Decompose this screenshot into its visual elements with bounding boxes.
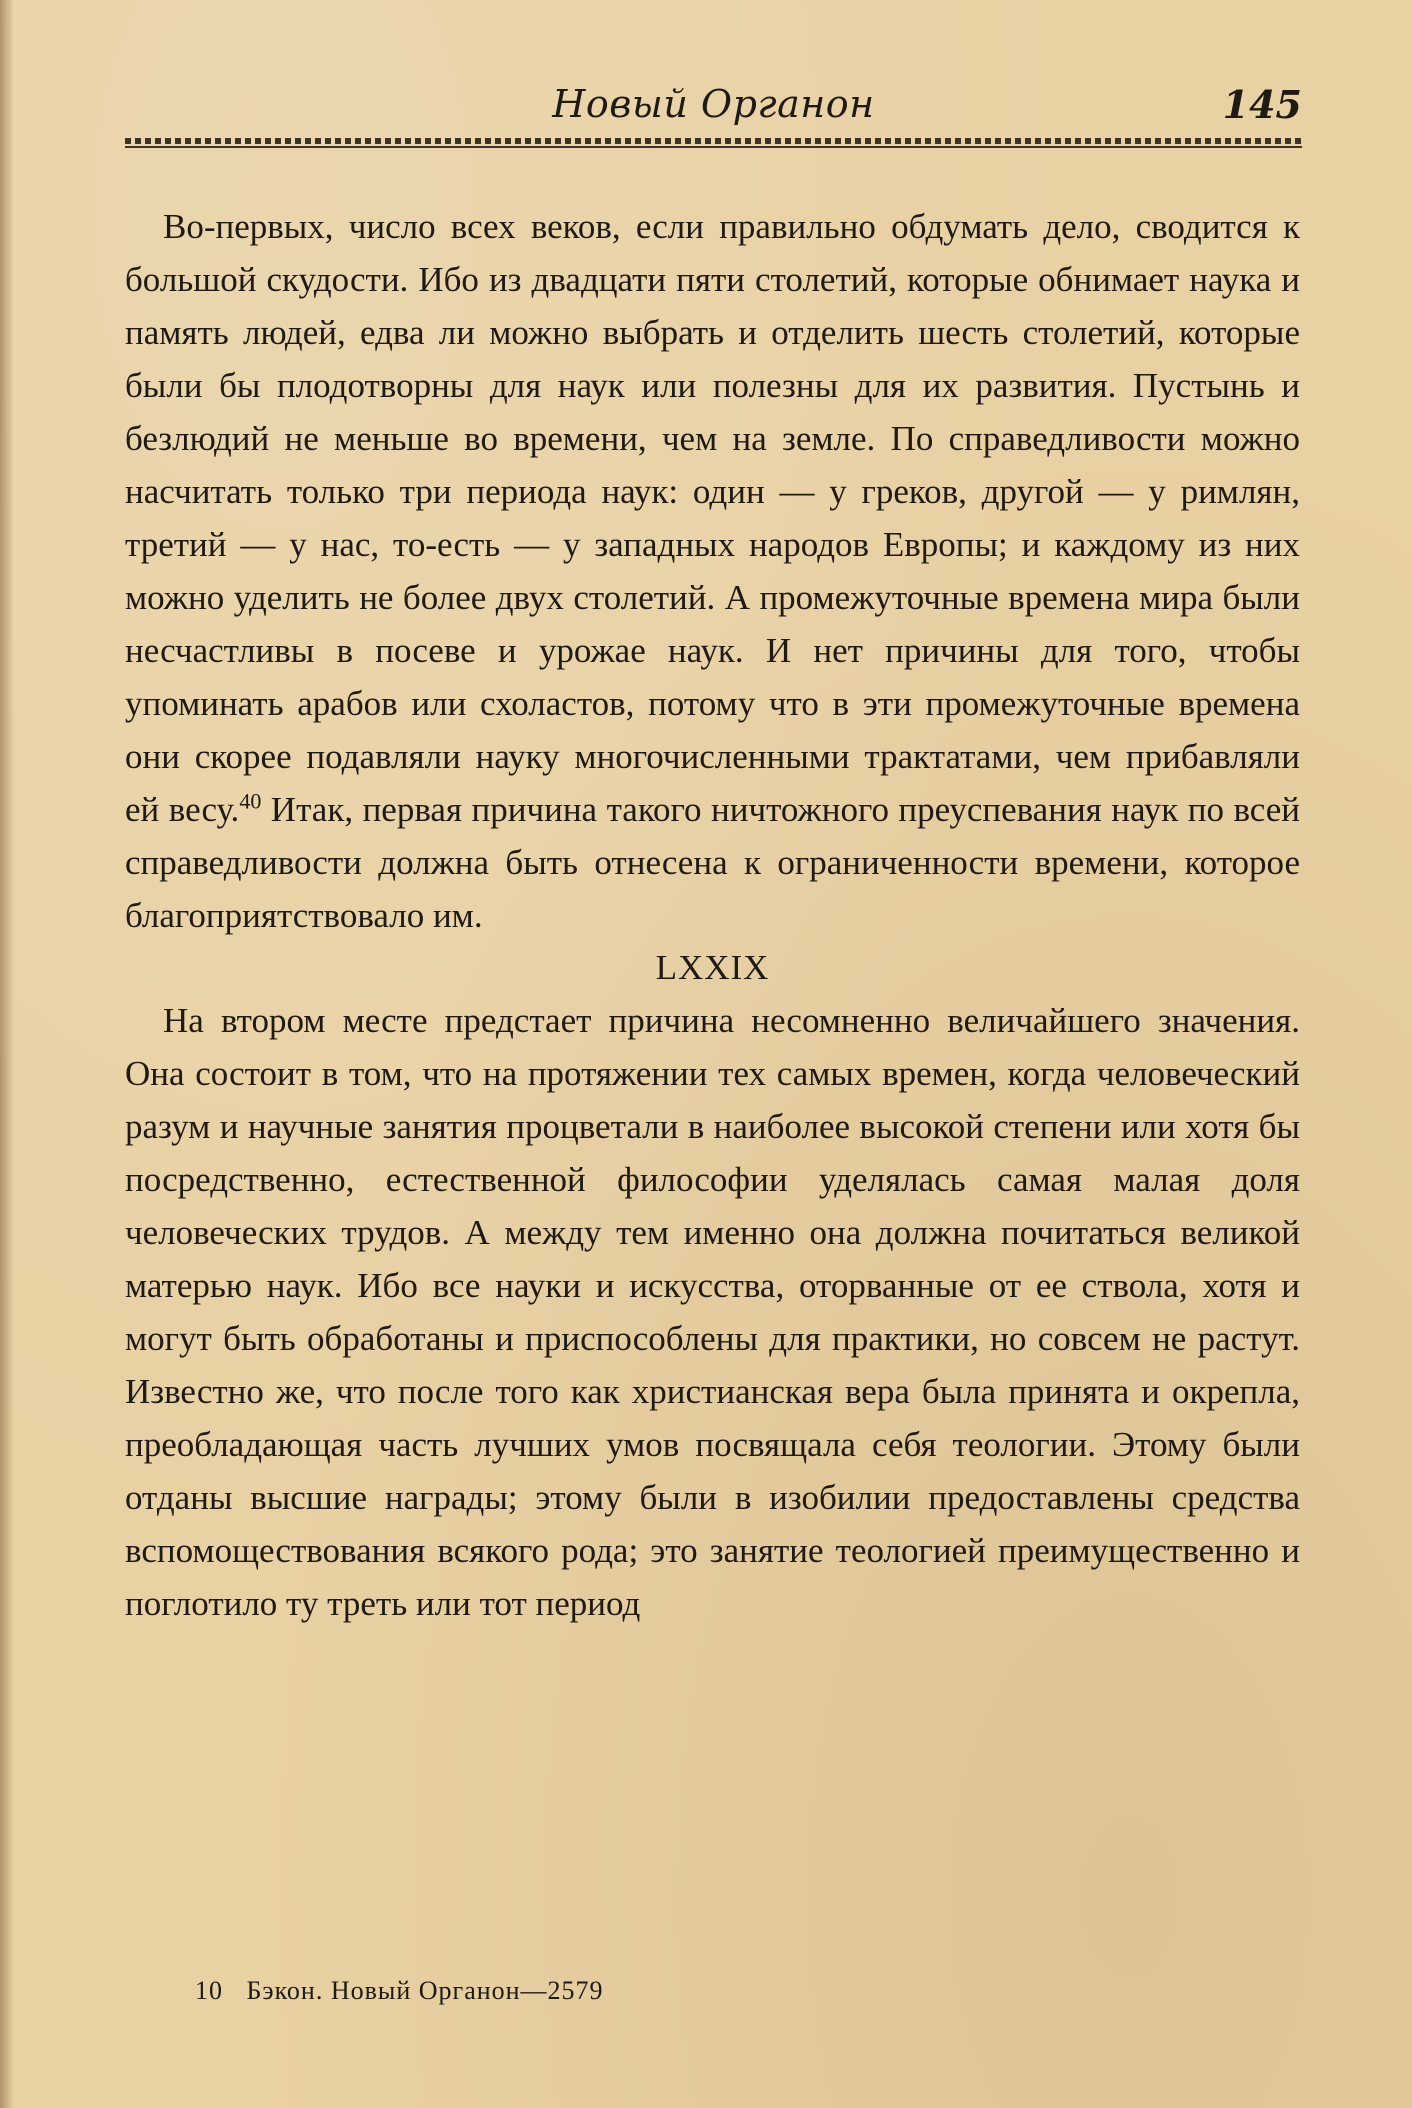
- paragraph-text: Во-первых, число всех веков, если правильно обдумать дело, сводится к большой скудости. Ибо из двадцати пяти столетий, которые обнимает наука и память людей, едва ли можно выбрать и отделить шесть столетий, которые были бы плодотворны для наук или полезны для их развития. Пустынь и безлюдий не меньше во времени, чем на земле. По справедливости можно насчитать только три периода наук: один — у греков, другой — у римлян, третий — у нас, то-есть — у западных народов Европы; и каждому из них можно уделить не более двух столетий. А промежуточные времена мира были несчастливы в посеве и урожае наук. И нет причины для того, чтобы упоминать арабов или схоластов, потому что в эти промежуточные времена они скорее подавляли науку многочисленными трактатами, чем прибавляли ей весу.: [125, 207, 1300, 829]
- running-title: Новый Органон: [552, 82, 875, 126]
- page-header: [125, 72, 1302, 142]
- page-number: 145: [1222, 82, 1302, 127]
- section-heading: LXXIX: [655, 948, 770, 987]
- paragraph-lxxviii-end: [125, 200, 1300, 942]
- paragraph-lxxix: На втором месте предстает причина несомненно величайшего значения. Она состоит в том, что на протяжении тех самых времен, когда человеческий разум и научные занятия процветали в наиболее высокой степени или хотя бы посредственно, естественной философии уделялась самая малая доля человеческих трудов. А между тем именно она должна почитаться великой матерью наук. Ибо все науки и искусства, оторванные от ее ствола, хотя и могут быть обработаны и приспособлены для практики, но совсем не растут. Известно же, что после того как христианская вера была принята и окрепла, преобладающая часть лучших умов посвящала себя теологии. Этому были отданы высшие награды; этому были в изобилии предоставлены средства вспомоществования всякого рода; это занятие теологией преимущественно и поглотило ту треть или тот период: [125, 1001, 1300, 1623]
- footnote-reference: 40: [239, 788, 262, 814]
- signature-text: Бэкон. Новый Органон—2579: [246, 1976, 604, 2005]
- header-ornament: [125, 136, 1302, 152]
- page-footer: [195, 1976, 620, 2006]
- page-content: [125, 200, 1300, 1630]
- signature-number: 10: [195, 1976, 223, 2005]
- paragraph-text-continued: Итак, первая причина такого ничтожного преуспевания наук по всей справедливости должна быть отнесена к ограниченности времени, которое благоприятствовало им.: [125, 790, 1301, 935]
- page-edge-shadow: [0, 0, 14, 2108]
